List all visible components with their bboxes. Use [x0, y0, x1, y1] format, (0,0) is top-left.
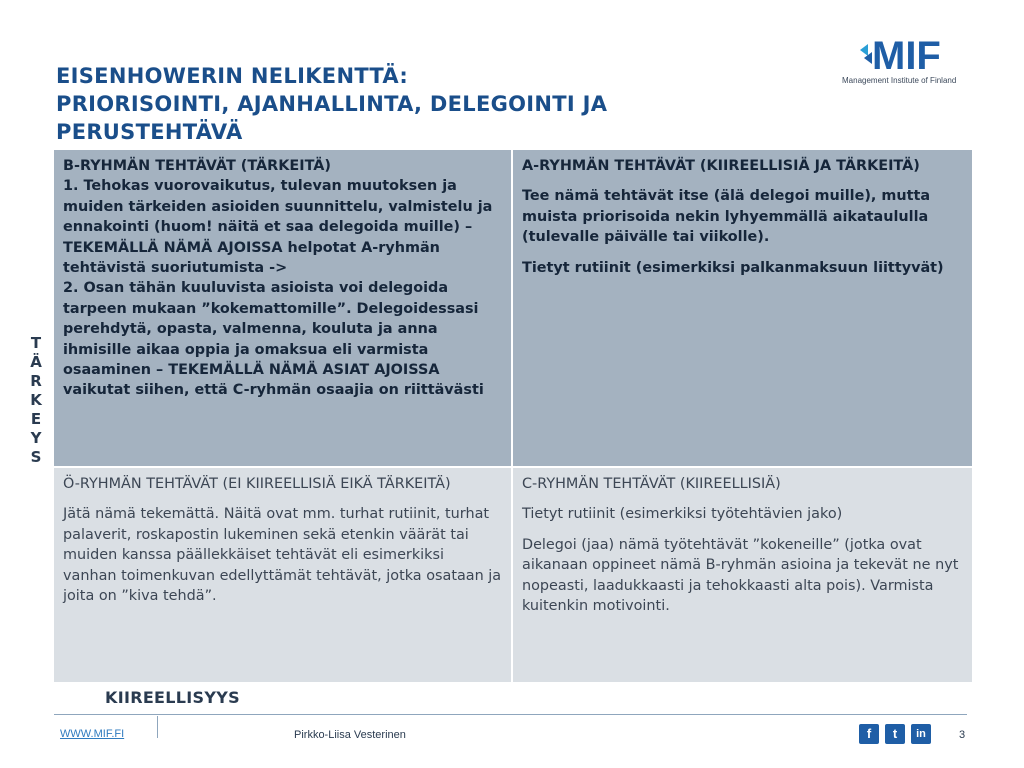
slide-title [56, 62, 816, 146]
facebook-icon[interactable]: f [859, 724, 879, 744]
logo-subtitle: Management Institute of Finland [842, 76, 957, 85]
title-line-2: PRIORISOINTI, AJANHALLINTA, DELEGOINTI JA [56, 92, 608, 116]
quadrant-o-text-1: Jätä nämä tekemättä. Näitä ovat mm. turhat rutiinit, turhat palaverit, roskapostin lukeminen sekä etenkin väärät tai muiden kanssa päällekkäiset tehtävät eli esimerkiksi vanhan toimenkuvan edellyttämät tehtävät, jotka osataan ja joita on ”kiva tehdä”. [63, 506, 502, 605]
quadrant-b-text-2: 2. Osan tähän kuuluvista asioista voi delegoida tarpeen mukaan ”kokemattomille”. Delegoidessasi perehdytä, opasta, valmenna, kouluta ja anna ihmisille aikaa oppia ja omaksua eli varmista osaaminen – TEKEMÄLLÄ NÄMÄ ASIAT AJOISSA vaikutat siihen, että C-ryhmän osaajia on riittävästi [63, 280, 484, 399]
axis-letter: Ä [30, 353, 42, 371]
mif-logo [842, 32, 972, 88]
quadrant-a-text-2: Tietyt rutiinit (esimerkiksi palkanmaksuun liittyvät) [522, 259, 944, 276]
quadrant-b-text-1: 1. Tehokas vuorovaikutus, tulevan muutoksen ja muiden tärkeiden asioiden suunnittelu, valmistelu ja ennakointi (huom! näitä et saa delegoida muille) – TEKEMÄLLÄ NÄMÄ AJOISSA helpotat A-ryhmän tehtävistä suoriutumista -> [63, 178, 493, 277]
quadrant-c-text-2: Delegoi (jaa) nämä työtehtävät ”kokeneille” (jotka ovat aikanaan oppineet nämä B-ryhmän asioina ja tekevät ne nyt nopeasti, laadukkaasti ja tehokkaasti alta pois). Varmista kuitenkin motivointi. [522, 536, 959, 615]
author-name: Pirkko-Liisa Vesterinen [294, 729, 406, 741]
urgency-axis-label: KIIREELLISYYS [105, 688, 240, 707]
logo-text: MIF [872, 34, 941, 72]
eisenhower-matrix [54, 150, 972, 682]
axis-letter: R [30, 372, 42, 390]
quadrant-o-heading: Ö-RYHMÄN TEHTÄVÄT (EI KIIREELLISIÄ EIKÄ TÄRKEITÄ) [63, 476, 451, 492]
website-link[interactable]: WWW.MIF.FI [60, 728, 125, 740]
page-number: 3 [959, 729, 966, 741]
axis-letter: T [30, 334, 42, 352]
twitter-icon[interactable]: t [885, 724, 905, 744]
quadrant-o [54, 468, 511, 682]
quadrant-b-heading: B-RYHMÄN TEHTÄVÄT (TÄRKEITÄ) [63, 158, 332, 174]
importance-axis-label [26, 334, 46, 467]
mif-logo-icon [856, 34, 956, 72]
quadrant-c [513, 468, 972, 682]
linkedin-icon[interactable]: in [911, 724, 931, 744]
footer-divider [54, 714, 967, 715]
quadrant-b [54, 150, 511, 466]
quadrant-c-text-1: Tietyt rutiinit (esimerkiksi työtehtävien jako) [522, 506, 843, 523]
axis-letter: Y [30, 429, 42, 447]
axis-letter: K [30, 391, 42, 409]
quadrant-a [513, 150, 972, 466]
axis-letter: E [30, 410, 42, 428]
title-line-1: EISENHOWERIN NELIKENTTÄ: [56, 64, 409, 88]
quadrant-a-text-1: Tee nämä tehtävät itse (älä delegoi muille), mutta muista priorisoida nekin lyhyemmällä aikataululla (tulevalle päivälle tai viikolle). [522, 188, 931, 246]
quadrant-c-heading: C-RYHMÄN TEHTÄVÄT (KIIREELLISIÄ) [522, 476, 781, 492]
footer-vertical-divider [157, 716, 158, 738]
title-line-3: PERUSTEHTÄVÄ [56, 120, 243, 144]
quadrant-a-heading: A-RYHMÄN TEHTÄVÄT (KIIREELLISIÄ JA TÄRKEITÄ) [522, 158, 920, 174]
axis-letter: S [30, 448, 42, 466]
